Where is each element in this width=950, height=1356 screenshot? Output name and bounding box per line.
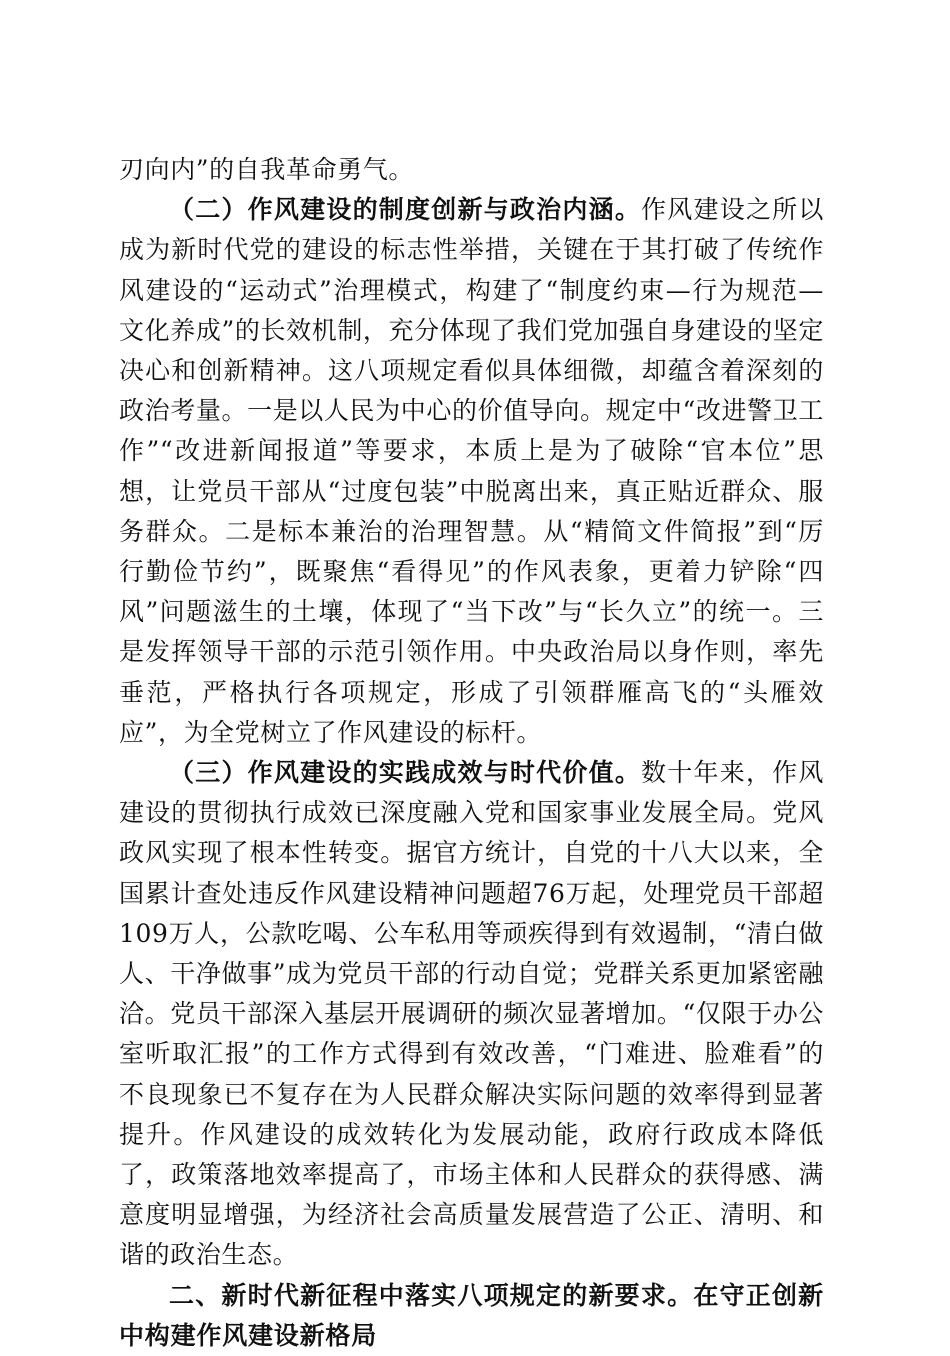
paragraph-text: 作风建设之所以成为新时代党的建设的标志性举措，关键在于其打破了传统作风建设的“运动式”治理模式，构建了“制度约束—行为规范—文化养成”的长效机制，充分体现了我们党加强自身建设的坚定决心和创新精神。这八项规定看似具体细微，却蕴含着深刻的政治考量。一是以人民为中心的价值导向。规定中“改进警卫工作”“改进新闻报道”等要求，本质上是为了破除“官本位”思想，让党员干部从“过度包装”中脱离出来，真正贴近群众、服务群众。二是标本兼治的治理智慧。从“精简文件简报”到“厉行勤俭节约”，既聚焦“看得见”的作风表象，更着力铲除“四风”问题滋生的土壤，体现了“当下改”与“长久立”的统一。三是发挥领导干部的示范引领作用。中央政治局以身作则，率先垂范，严格执行各项规定，形成了引领群雁高飞的“头雁效应”，为全党树立了作风建设的标杆。: [119, 195, 824, 747]
section-heading: 二、新时代新征程中落实八项规定的新要求。在守正创新中构建作风建设新格局: [119, 1280, 824, 1350]
paragraph-lead: （二）作风建设的制度创新与政治内涵。: [169, 195, 642, 225]
paragraph-text: 刃向内”的自我革命勇气。: [119, 155, 414, 184]
paragraph-section-2: [119, 190, 824, 753]
paragraph-section-3: [119, 753, 824, 1276]
paragraph-lead: （三）作风建设的实践成效与时代价值。: [169, 758, 642, 788]
document-body: [119, 150, 824, 1356]
paragraph-text: 数十年来，作风建设的贯彻执行成效已深度融入党和国家事业发展全局。党风政风实现了根本性转变。据官方统计，自党的十八大以来，全国累计查处违反作风建设精神问题超76万起，处理党员干部超109万人，公款吃喝、公车私用等顽疾得到有效遏制，“清白做人、干净做事”成为党员干部的行动自觉；党群关系更加紧密融洽。党员干部深入基层开展调研的频次显著增加。“仅限于办公室听取汇报”的工作方式得到有效改善，“门难进、脸难看”的不良现象已不复存在为人民群众解决实际问题的效率得到显著提升。作风建设的成效转化为发展动能，政府行政成本降低了，政策落地效率提高了，市场主体和人民群众的获得感、满意度明显增强，为经济社会高质量发展营造了公正、清明、和谐的政治生态。: [119, 758, 824, 1270]
paragraph-continuation: [119, 150, 824, 190]
